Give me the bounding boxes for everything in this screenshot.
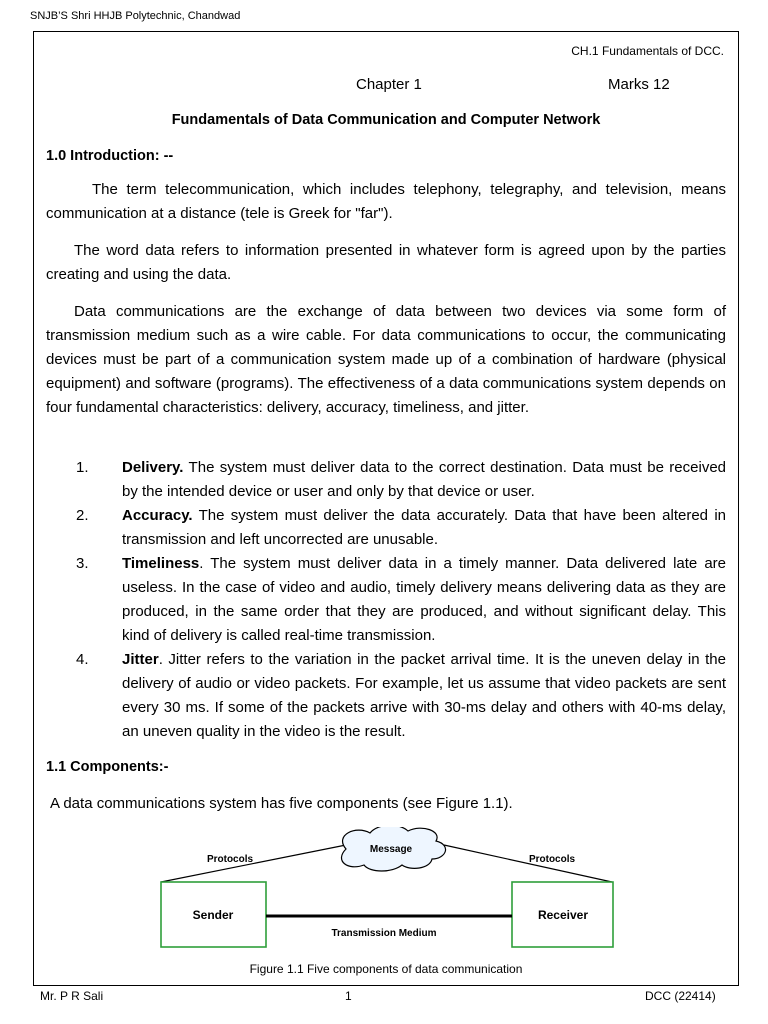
term-delivery: Delivery.	[122, 459, 184, 476]
list-item	[46, 504, 726, 552]
list-item	[46, 456, 726, 504]
list-text: The system must deliver data to the correct destination. Data must be received by the intended device or user and only by that device or user.	[122, 459, 726, 500]
characteristics-list	[46, 456, 726, 744]
page-frame	[33, 31, 739, 986]
term-accuracy: Accuracy.	[122, 507, 193, 524]
term-jitter: Jitter	[122, 651, 159, 668]
chapter-reference: CH.1 Fundamentals of DCC.	[571, 44, 724, 58]
components-heading: 1.1 Components:-	[46, 759, 169, 775]
intro-paragraph-1: The term telecommunication, which includes telephony, telegraphy, and television, means communication at a distance (tele is Greek for "far").	[46, 181, 726, 222]
list-item	[46, 552, 726, 648]
footer-author: Mr. P R Sali	[40, 989, 104, 1003]
list-text: . Jitter refers to the variation in the packet arrival time. It is the uneven delay in the delivery of audio or video packets. For example, let us assume that video packets are sent every 30 ms. If some of the packets arrive with 30-ms delay and others with 40-ms delay, an uneven quality in the video is the result.	[122, 651, 726, 740]
message-label: Message	[369, 844, 413, 855]
marks-label: Marks 12	[608, 76, 670, 93]
term-timeliness: Timeliness	[122, 555, 200, 572]
list-text: The system must deliver the data accurately. Data that have been altered in transmission and left uncorrected are unusable.	[122, 507, 726, 548]
list-number: 3.	[76, 555, 89, 572]
figure-caption: Figure 1.1 Five components of data communication	[249, 962, 523, 976]
medium-label: Transmission Medium	[331, 928, 437, 939]
list-item	[46, 648, 726, 744]
intro-heading: 1.0 Introduction: --	[46, 148, 174, 164]
sender-label: Sender	[192, 908, 234, 922]
list-number: 4.	[76, 651, 89, 668]
intro-paragraph-2: The word data refers to information presented in whatever form is agreed upon by the parties creating and using the data.	[46, 242, 726, 283]
components-diagram	[134, 827, 634, 952]
protocols-label-right: Protocols	[528, 854, 576, 865]
receiver-label: Receiver	[537, 908, 589, 922]
page-title: Fundamentals of Data Communication and Computer Network	[171, 112, 601, 128]
footer-page-number: 1	[345, 989, 352, 1003]
protocols-label-left: Protocols	[206, 854, 254, 865]
intro-paragraph-3: Data communications are the exchange of data between two devices via some form of transmission medium such as a wire cable. For data communications to occur, the communicating devices must be part of a communication system made up of a combination of hardware (physical equipment) and software (programs). The effectiveness of a data communications system depends on four fundamental characteristics: delivery, accuracy, timeliness, and jitter.	[46, 303, 726, 416]
chapter-number: Chapter 1	[356, 76, 422, 93]
list-number: 1.	[76, 459, 89, 476]
list-number: 2.	[76, 507, 89, 524]
footer-course: DCC (22414)	[645, 989, 716, 1003]
protocol-link-left	[161, 845, 346, 882]
list-text: . The system must deliver data in a timely manner. Data delivered late are useless. In the case of video and audio, timely delivery means delivering data as they are produced, in the same order that they are produced, and without significant delay. This kind of delivery is called real-time transmission.	[122, 555, 726, 644]
institution-name: SNJB’S Shri HHJB Polytechnic, Chandwad	[30, 10, 241, 22]
components-paragraph: A data communications system has five components (see Figure 1.1).	[50, 795, 513, 812]
